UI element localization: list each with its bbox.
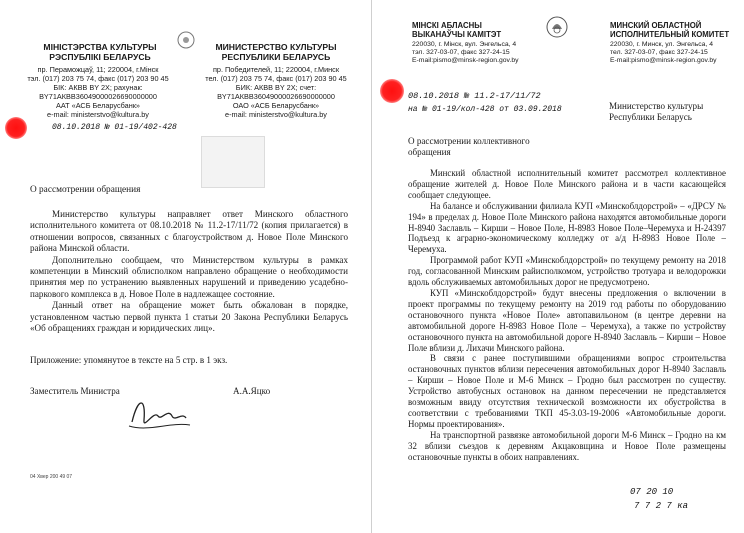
redacted-recipient-block [201,136,265,188]
signer-name: А.А.Яцко [233,386,271,396]
redaction-mark [380,79,404,103]
right-letter-body [408,168,726,462]
address-line: 220030, г. Минск, ул. Энгельса, 4 [610,41,714,48]
address-line: тэл. 327-03-07, факс 327-24-15 [412,49,510,57]
page-marks: 07 20 10 [630,487,674,497]
address-line: ОАО «АСБ Беларусбанк» [232,100,320,110]
right-handwritten-ref2: на № 01-19/кол-428 от 03.09.2018 [408,105,562,114]
address-line: пр. Победителей, 11; 220004, г.Минск [212,65,340,74]
body-paragraph: КУП «Минскоблдорстрой» будут внесены предложения о включении в проект программы по текущему ремонту на 2019 год работы по оборудованию остановочного пункта «Новое Поле» автопавильоном (в центре деревни на автомобильной дороге Н-8983 Новое Поле – Черемуха), а также по устройству остановочного пункта на автомобильной дороге Н-8940 Заславль – Кирши – Новое Поле вблизи д. Лихачи Минского района. [408,287,726,353]
left-org-name-ru [196,42,356,62]
address-line: BY71АКВВ36049000026690000000 [39,91,157,101]
body-paragraph: Дополнительно сообщаем, что Министерством культуры в рамках компетенции в Минский облисполком направлено обращение о необходимости принятия мер по устранению выявленных нарушений и приведению усадебно-паркового комплекса в д. Новое Поле в надлежащее состояние. [30,254,348,299]
signer-title: Заместитель Министра [30,386,120,396]
address-line: тел. (017) 203 75 74, факс (017) 203 90 45 [205,73,347,83]
right-org-name-by [412,21,512,39]
address-line: пр. Пераможцаў, 11; 220004, г.Мінск [37,65,159,74]
left-address-by [12,66,184,119]
address-line: БІК: АКВВ ВY 2Х; рахунак: [53,82,143,92]
left-org-ru-line2: РЕСПУБЛИКИ БЕЛАРУСЬ [221,52,331,62]
right-org-name-ru [610,21,740,39]
attachment-note: Приложение: упомянутое в тексте на 5 стр. в 1 экз. [30,355,228,365]
signature-icon [124,392,194,437]
page-marks-2: 7 7 2 7 ка [634,501,689,511]
left-handwritten-ref: 08.10.2018 № 01-19/402-428 [52,123,177,132]
address-line: тел. 327-03-07, факс 327-24-15 [610,49,708,57]
address-line: E-mail:pismo@minsk-region.gov.by [412,57,519,65]
body-paragraph: Программой работ КУП «Минскоблдорстрой» по текущему ремонту на 2018 год, согласованной Минским райисполкомом, устройство тротуара и велодорожки вдоль обслуживаемых автомобильных дорог не предусмотрено. [408,255,726,288]
address-line: 220030, г. Мінск, вул. Энгельса, 4 [412,41,517,48]
body-paragraph: Министерство культуры направляет ответ Минского областного исполнительного комитета от 08.10.2018 № 11.2-17/11/72 (копия прилагается) в отношении вопросов, связанных с благоустройством д. Новое Поле Минского района Минской области. [30,209,348,254]
left-org-by-line1: МІНІСТЭРСТВА КУЛЬТУРЫ [43,42,157,52]
right-address-ru [610,41,742,66]
body-paragraph: Минский областной исполнительный комитет рассмотрел коллективное обращение жителей д. Новое Поле Минского района и в части касающейся сообщает следующее. [408,168,726,200]
address-line: тэл. (017) 203 75 74, факс (017) 203 90 45 [27,73,169,83]
recipient-line1: Министерство культуры [609,101,704,111]
subject-line2: обращения [408,147,451,157]
address-line: E-mail:pismo@minsk-region.gov.by [610,57,717,65]
left-org-name-by [20,42,180,62]
footer-code: 04 Хвер 200 49 07 [30,474,73,480]
left-org-ru-line1: МИНИСТЕРСТВО КУЛЬТУРЫ [215,42,337,52]
right-org-by-line2: ВЫКАНАЎЧЫ КАМІТЭТ [412,30,502,39]
recipient-line2: Республики Беларусь [609,112,692,122]
redaction-mark [5,117,27,139]
left-address-ru [188,66,364,119]
right-org-by-line1: МІНСКІ АБЛАСНЫ [412,21,482,30]
address-line: BY71АКВВ36049000026690000000 [217,91,335,101]
address-line: ААТ «АСБ Беларусбанк» [56,100,140,110]
body-paragraph: Данный ответ на обращение может быть обжалован в порядке, установленном частью первой пункта 1 статьи 20 Закона Республики Беларусь «Об обращениях граждан и юридических лиц». [30,300,348,334]
emblem-icon [176,30,196,50]
body-paragraph: На балансе и обслуживании филиала КУП «Минскоблдорстрой» – «ДРСУ № 194» в пределах д. Новое Поле Минского района находятся автомобильные дороги Н-8940 Заславль – Кирши – Новое Поле, Н-8983 Новое Поле–Черемуха и Н-24397 Подъезд к агрaрно-экономическому колледжу от а/д Н-8983 Новое Поле –Черемуха. [408,200,726,255]
right-org-ru-line2: ИСПОЛНИТЕЛЬНЫЙ КОМИТЕТ [610,30,730,39]
right-letter-page [372,0,744,533]
emblem-icon [544,14,570,40]
address-line: e-mail: ministerstvo@kultura.by [47,109,149,119]
left-subject: О рассмотрении обращения [30,185,141,195]
right-handwritten-ref: 08.10.2018 № 11.2-17/11/72 [408,91,541,101]
right-org-ru-line1: МИНСКИЙ ОБЛАСТНОЙ [610,21,702,30]
right-subject [408,136,530,158]
right-address-by [412,41,562,66]
body-paragraph: В связи с ранее поступившими обращениями вопрос строительства остановочных пунктов вблизи пересечения автомобильных дорог Н-8940 Заславль – Кирши – Новое Поле и М-6 Минск – Гродно был рассмотрен по существу. Устройство автобусных остановок на данном пересечении не представляется возможным ввиду отсутствия технической возможности их обустройства в соответствии с требованиями ТКП 45-3.03-19-2006 «Автомобильные дороги. Нормы проектирования». [408,353,726,429]
address-line: e-mail: ministerstvo@kultura.by [225,109,327,119]
left-letter-body [30,209,348,334]
left-org-by-line2: РЭСПУБЛІКІ БЕЛАРУСЬ [49,52,151,62]
body-paragraph: На транспортной развязке автомобильной дороги М-6 Минск – Гродно на км 32 вблизи съездов к деревням Акцаковщина и Новое Поле размещены остановочные пункты в обоих направлениях. [408,429,726,462]
recipient-block [609,101,703,123]
address-line: БИК: АКВВ ВY 2Х; счет: [235,82,317,92]
subject-line1: О рассмотрении коллективного [408,136,530,146]
